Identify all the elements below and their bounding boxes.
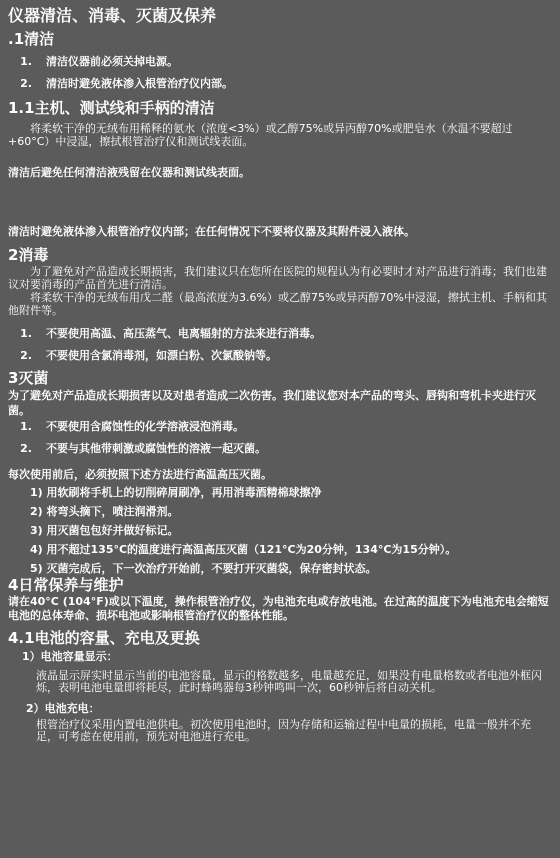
list-item: 1. 不要使用高温、高压蒸气、电离辐射的方法来进行消毒。 (20, 327, 321, 340)
step-item: 4) 用不超过135°C的温度进行高温高压灭菌（121°C为20分钟，134°C为15分钟）。 (30, 543, 457, 556)
disinfection-paragraph-2: 将柔软干净的无绒布用戊二醛（最高浓度为3.6%）或乙醇75%或异丙醇70%中浸湿，擦拭主机、手柄和其他附件等。 (8, 291, 547, 317)
disinfection-paragraph-1: 为了避免对产品造成长期损害，我们建议只在您所在医院的规程认为有必要时才对产品进行消毒；我们也建议对要消毒的产品首先进行清洁。 (8, 265, 547, 291)
sterilization-paragraph: 为了避免对产品造成长期损害以及对患者造成二次伤害。我们建议您对本产品的弯头、唇钩和弯机卡夹进行灭菌。 (8, 389, 536, 417)
list-item: 2. 清洁时避免液体渗入根管治疗仪内部。 (20, 77, 233, 90)
section-cleaning-heading: .1清洁 (8, 30, 55, 48)
step-item: 2) 将弯头摘下，喷注润滑剂。 (30, 505, 179, 518)
step-item: 1) 用软刷将手机上的切削碎屑刷净，再用消毒酒精棉球擦净 (30, 486, 322, 499)
cleaning-note: 清洁后避免任何清洁液残留在仪器和测试线表面。 (8, 166, 250, 179)
battery-capacity-label: 1）电池容量显示： (22, 650, 118, 663)
step-item: 5) 灭菌完成后，下一次治疗开始前，不要打开灭菌袋，保存密封状态。 (30, 562, 377, 575)
sterilization-steps (8, 486, 552, 576)
battery-charging-body: 根管治疗仪采用内置电池供电。初次使用电池时，因为存储和运输过程中电量的损耗，电量一般并不充足，可考虑在使用前，预先对电池进行充电。 (36, 718, 531, 743)
section-battery-heading: 4.1电池的容量、充电及更换 (8, 629, 200, 647)
disinfection-list (8, 327, 552, 363)
sterilization-intro: 每次使用前后，必须按照下述方法进行高温高压灭菌。 (8, 468, 272, 481)
list-item: 2. 不要与其他带刺激或腐蚀性的溶液一起灭菌。 (20, 442, 266, 455)
cleaning-list (8, 55, 552, 91)
battery-charging-label: 2）电池充电： (26, 702, 100, 715)
step-item: 3) 用灭菌包包好并做好标记。 (30, 524, 179, 537)
section-disinfection-heading: 2消毒 (8, 246, 49, 264)
section-sterilization-heading: 3灭菌 (8, 369, 49, 387)
section-host-cleaning-heading: 1.1主机、测试线和手柄的清洁 (8, 99, 215, 117)
list-item: 1. 不要使用含腐蚀性的化学溶液浸泡消毒。 (20, 420, 244, 433)
list-item: 1. 清洁仪器前必须关掉电源。 (20, 55, 178, 68)
battery-capacity-body: 液晶显示屏实时显示当前的电池容量，显示的格数越多，电量越充足，如果没有电量格数或者电池外框闪烁，表明电池电量即将耗尽，此时蜂鸣器每3秒钟鸣叫一次，60秒钟后将自动关机。 (36, 669, 542, 694)
cleaning-warning: 清洁时避免液体渗入根管治疗仪内部；在任何情况下不要将仪器及其附件浸入液体。 (8, 225, 415, 238)
maintenance-paragraph: 请在40°C (104°F)或以下温度，操作根管治疗仪，为电池充电或存放电池。在过高的温度下为电池充电会缩短电池的总体寿命、损坏电池或影响根管治疗仪的整体性能。 (8, 595, 549, 622)
sterilization-warnings (8, 420, 552, 456)
page-title: 仪器清洁、消毒、灭菌及保养 (8, 6, 217, 25)
host-cleaning-paragraph: 将柔软干净的无绒布用稀释的氨水（浓度<3%）或乙醇75%或异丙醇70%或肥皂水（水温不要超过+60°C）中浸湿，擦拭根管治疗仪和测试线表面。 (8, 122, 513, 148)
list-item: 2. 不要使用含氯消毒剂，如漂白粉、次氯酸钠等。 (20, 349, 277, 362)
section-maintenance-heading: 4日常保养与维护 (8, 576, 124, 594)
